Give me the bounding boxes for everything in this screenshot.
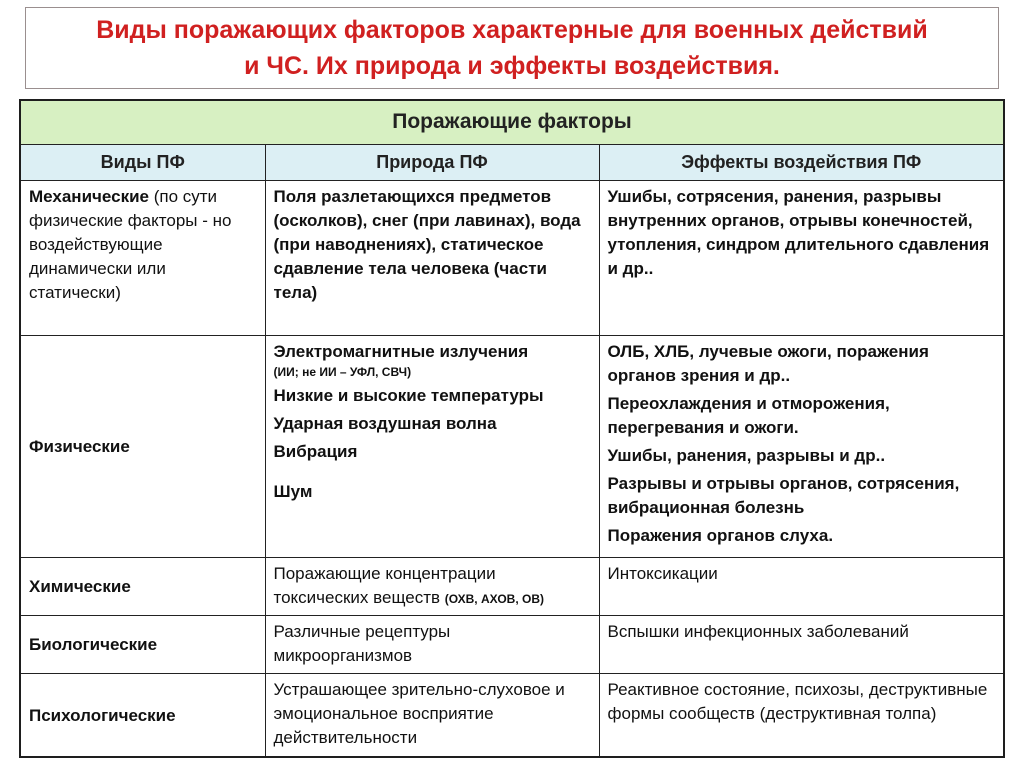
page-title-line-1: Виды поражающих факторов характерные для военных действий [96, 16, 928, 44]
column-header-nature: Природа ПФ [265, 144, 599, 180]
nature-physical-subnote: (ИИ; не ИИ – УФЛ, СВЧ) [273, 364, 412, 379]
cell-nature-biological: Различные рецептуры микроорганизмов [265, 615, 599, 673]
effects-physical-item: Переохлаждения и отморожения, перегревания и ожоги. [607, 393, 890, 437]
table-row-chemical [20, 557, 1004, 615]
cell-nature-physical [265, 335, 599, 557]
nature-chemical-abbreviations: (ОХВ, АХОВ, ОВ) [444, 591, 544, 606]
table-row-biological [20, 615, 1004, 673]
column-header-types: Виды ПФ [20, 144, 265, 180]
page-title-line-2: и ЧС. Их природа и эффекты воздействия. [244, 52, 780, 80]
cell-nature-psychological: Устрашающее зрительно-слуховое и эмоциональное восприятие действительности [265, 673, 599, 757]
type-mechanical-bold: Механические [29, 186, 149, 206]
damaging-factors-table [19, 99, 1005, 758]
table-row-mechanical [20, 180, 1004, 335]
cell-type-biological: Биологические [20, 615, 265, 673]
cell-type-physical: Физические [20, 335, 265, 557]
effects-physical-item: Поражения органов слуха. [607, 525, 834, 545]
cell-type-mechanical [20, 180, 265, 335]
cell-nature-chemical [265, 557, 599, 615]
table-row-psychological [20, 673, 1004, 757]
cell-effects-mechanical: Ушибы, сотрясения, ранения, разрывы внутренних органов, отрывы конечностей, утопления, синдром длительного сдавления и др.. [599, 180, 1004, 335]
cell-effects-psychological: Реактивное состояние, психозы, деструктивные формы сообществ (деструктивная толпа) [599, 673, 1004, 757]
column-header-effects: Эффекты воздействия ПФ [599, 144, 1004, 180]
effects-physical-item: Ушибы, ранения, разрывы и др.. [607, 445, 886, 465]
cell-type-chemical: Химические [20, 557, 265, 615]
effects-physical-item: ОЛБ, ХЛБ, лучевые ожоги, поражения органов зрения и др.. [607, 341, 929, 385]
cell-effects-physical [599, 335, 1004, 557]
cell-effects-chemical: Интоксикации [599, 557, 1004, 615]
table-group-header: Поражающие факторы [20, 100, 1004, 144]
nature-physical-item: Ударная воздушная волна [273, 413, 497, 433]
effects-physical-item: Разрывы и отрывы органов, сотрясения, вибрационная болезнь [607, 473, 960, 517]
cell-type-psychological: Психологические [20, 673, 265, 757]
title-box [25, 7, 999, 89]
nature-physical-item: Вибрация [273, 441, 358, 461]
nature-chemical-text: Поражающие концентрации токсических веществ [273, 563, 496, 607]
cell-nature-mechanical: Поля разлетающихся предметов (осколков), снег (при лавинах), вода (при наводнениях), статическое сдавление тела человека (части тела) [265, 180, 599, 335]
nature-physical-item: Шум [273, 481, 313, 501]
page-title [86, 12, 938, 84]
type-mechanical-note: (по сути физические факторы - но воздействующие динамически или статически) [29, 186, 232, 302]
nature-physical-item: Электромагнитные излучения [273, 341, 529, 361]
nature-physical-item: Низкие и высокие температуры [273, 385, 544, 405]
table-row-physical [20, 335, 1004, 557]
cell-effects-biological: Вспышки инфекционных заболеваний [599, 615, 1004, 673]
